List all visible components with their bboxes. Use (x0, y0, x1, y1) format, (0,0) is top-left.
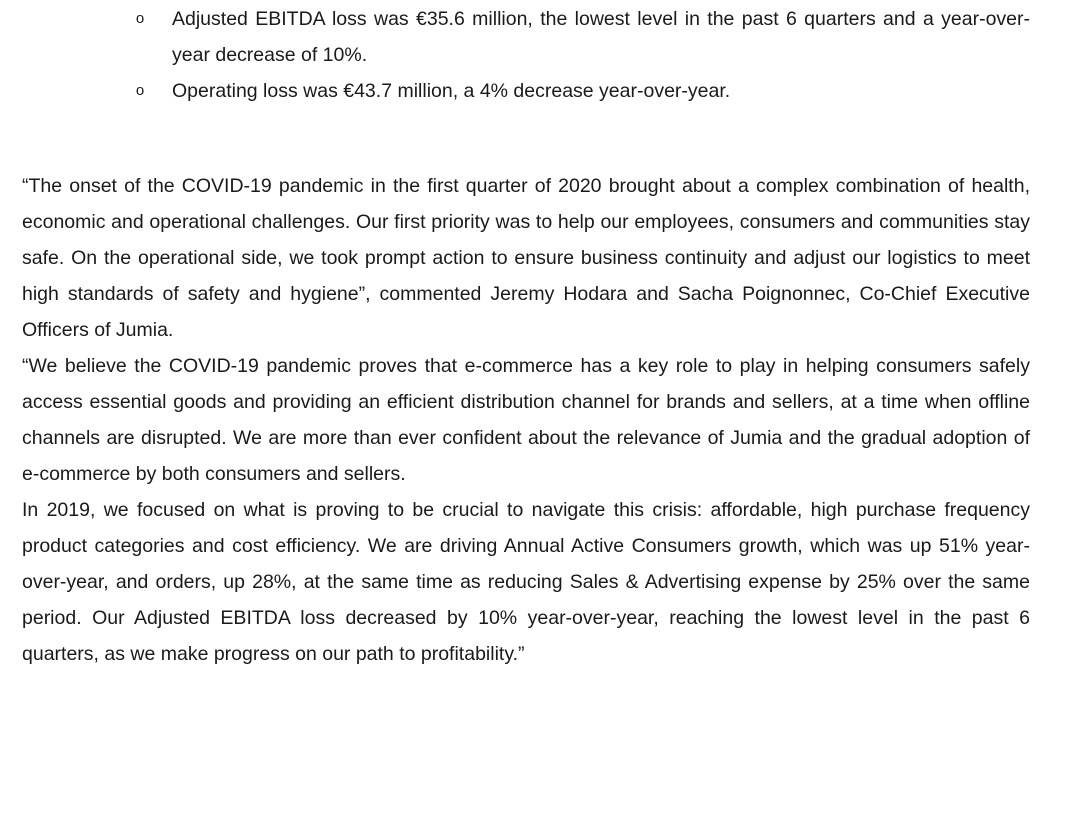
bullet-text: Operating loss was €43.7 million, a 4% decrease year-over-year. (172, 80, 731, 102)
bullet-item-operating-loss (0, 73, 1080, 109)
bullet-circle-icon: o (135, 10, 145, 27)
bullet-list (0, 1, 1080, 109)
bullet-circle-icon: o (135, 82, 145, 99)
paragraph-ecommerce-role: “We believe the COVID-19 pandemic proves that e-commerce has a key role to play in helping consumers safely access essential goods and providing an efficient distribution channel for brands and sellers, at a time when offline channels are disrupted. We are more than ever confident about the relevance of Jumia and the gradual adoption of e-commerce by both consumers and sellers. (22, 355, 1030, 485)
quote-section (22, 168, 1030, 672)
paragraph-covid-onset: “The onset of the COVID-19 pandemic in the first quarter of 2020 brought about a complex combination of health, economic and operational challenges. Our first priority was to help our employees, consumers and communities stay safe. On the operational side, we took prompt action to ensure business continuity and adjust our logistics to meet high standards of safety and hygiene”, commented Jeremy Hodara and Sacha Poignonnec, Co-Chief Executive Officers of Jumia. (22, 175, 1030, 341)
paragraph-2019-focus: In 2019, we focused on what is proving to be crucial to navigate this crisis: affordable, high purchase frequency product categories and cost efficiency. We are driving Annual Active Consumers growth, which was up 51% year-over-year, and orders, up 28%, at the same time as reducing Sales & Advertising expense by 25% over the same period. Our Adjusted EBITDA loss decreased by 10% year-over-year, reaching the lowest level in the past 6 quarters, as we make progress on our path to profitability.” (22, 499, 1030, 665)
bullet-item-ebitda (0, 1, 1080, 73)
bullet-text: Adjusted EBITDA loss was €35.6 million, the lowest level in the past 6 quarters and a year-over-year decrease of 10%. (172, 8, 1030, 66)
